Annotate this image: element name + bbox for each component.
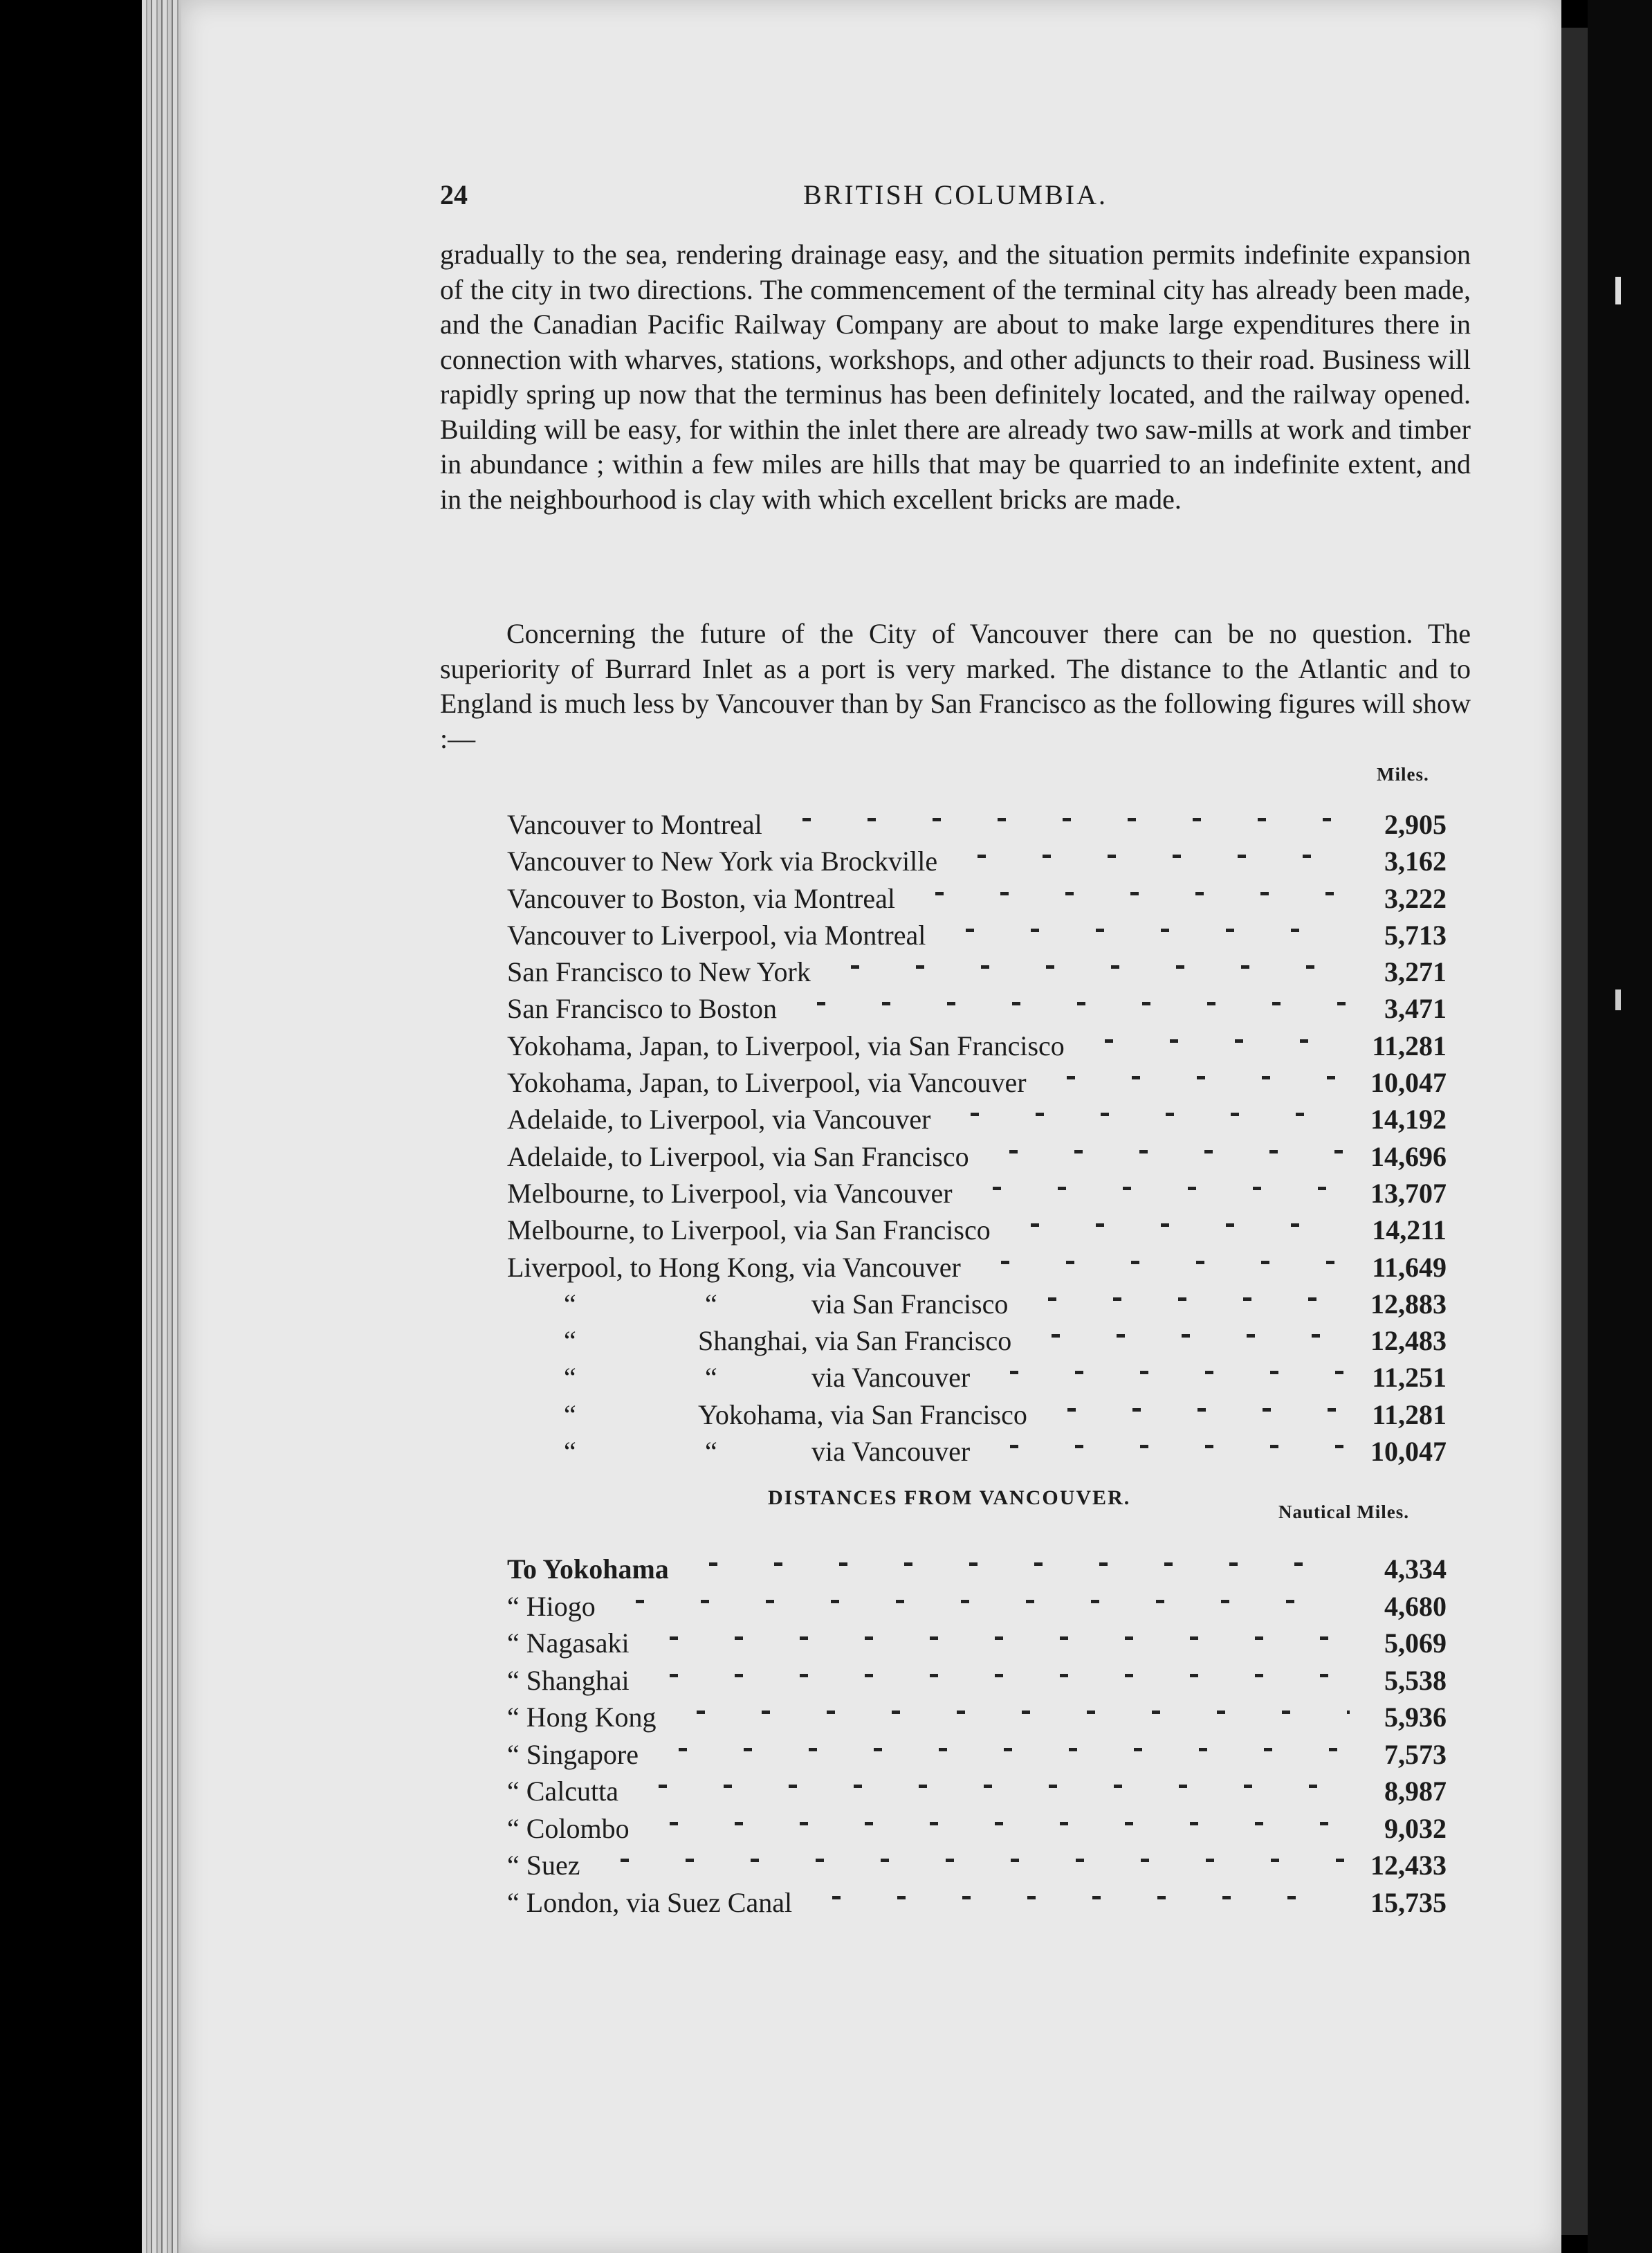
table-row bbox=[507, 1653, 1447, 1696]
table-row bbox=[507, 1240, 1447, 1283]
distance-value: 3,162 bbox=[1384, 846, 1447, 877]
distance-value: 4,334 bbox=[1384, 1553, 1447, 1585]
leader-dots bbox=[642, 1616, 1350, 1652]
ditto-mark: “ bbox=[705, 1436, 717, 1468]
destination-label: To Yokohama bbox=[507, 1553, 669, 1585]
table-row bbox=[507, 1424, 1447, 1468]
leader-dots bbox=[943, 1092, 1350, 1129]
leader-dots bbox=[965, 1166, 1350, 1203]
leader-dots bbox=[1077, 1019, 1350, 1055]
destination-label: “ Suez bbox=[507, 1850, 580, 1881]
nautical-distance-table bbox=[507, 1542, 1447, 1918]
leader-dots bbox=[982, 1350, 1350, 1387]
table-row bbox=[507, 1166, 1447, 1209]
leader-dots bbox=[608, 1579, 1350, 1616]
table-row bbox=[507, 834, 1447, 877]
distance-value: 10,047 bbox=[1370, 1067, 1447, 1099]
table-row bbox=[507, 1838, 1447, 1881]
distance-value: 5,538 bbox=[1384, 1664, 1447, 1696]
destination-label: “ Colombo bbox=[507, 1812, 630, 1844]
leader-dots bbox=[775, 797, 1350, 834]
distance-table bbox=[507, 797, 1447, 1468]
leader-dots bbox=[631, 1764, 1350, 1800]
route-label: Melbourne, to Liverpool, via Vancouver bbox=[507, 1177, 953, 1209]
route-text: via Vancouver bbox=[811, 1362, 971, 1394]
destination-label: “ Hong Kong bbox=[507, 1702, 657, 1733]
leader-dots bbox=[669, 1690, 1350, 1726]
table-row bbox=[507, 1764, 1447, 1807]
scan-margin bbox=[1588, 0, 1652, 2253]
table-row bbox=[507, 1019, 1447, 1061]
table-row bbox=[507, 1616, 1447, 1659]
table-row bbox=[507, 1387, 1447, 1430]
leader-dots bbox=[938, 908, 1350, 945]
route-label: Melbourne, to Liverpool, via San Francisco bbox=[507, 1214, 991, 1246]
leader-dots bbox=[982, 1129, 1350, 1166]
leader-dots bbox=[1024, 1313, 1350, 1350]
table-row bbox=[507, 945, 1447, 988]
table-row bbox=[507, 1055, 1447, 1099]
distance-value: 14,192 bbox=[1370, 1104, 1447, 1135]
table-row bbox=[507, 1542, 1447, 1585]
leader-dots bbox=[823, 945, 1350, 981]
leader-dots bbox=[908, 871, 1350, 908]
table-row bbox=[507, 1350, 1447, 1394]
table-row bbox=[507, 1579, 1447, 1622]
route-label: Vancouver to Montreal bbox=[507, 809, 762, 840]
destination-label: “ Calcutta bbox=[507, 1776, 619, 1807]
scan-mark bbox=[1615, 277, 1621, 304]
destination-label: “ Hiogo bbox=[507, 1590, 596, 1622]
leader-dots bbox=[642, 1801, 1350, 1838]
paragraph-2: Concerning the future of the City of Vancouver there can be no question. The superiority of Burrard Inlet as a port is very marked. The distance to the Atlantic and to England is much less by Vancouver than by San Francisco as the following figures will show :— bbox=[440, 618, 1471, 754]
leader-dots bbox=[651, 1727, 1350, 1764]
distance-value: 14,211 bbox=[1372, 1214, 1447, 1246]
route-text: Shanghai, via San Francisco bbox=[698, 1325, 1012, 1357]
table-row bbox=[507, 1092, 1447, 1135]
distance-value: 8,987 bbox=[1384, 1776, 1447, 1807]
distance-value: 9,032 bbox=[1384, 1812, 1447, 1844]
ditto-mark: “ bbox=[564, 1398, 576, 1430]
destination-label: “ London, via Suez Canal bbox=[507, 1886, 793, 1918]
distance-value: 15,735 bbox=[1370, 1886, 1447, 1918]
route-label bbox=[507, 1433, 982, 1470]
section-heading: DISTANCES FROM VANCOUVER. bbox=[768, 1486, 1131, 1509]
page-header bbox=[440, 179, 1471, 220]
distance-value: 11,251 bbox=[1372, 1362, 1447, 1394]
table-row bbox=[507, 797, 1447, 840]
distance-value: 5,713 bbox=[1384, 919, 1447, 951]
leader-dots bbox=[642, 1653, 1350, 1690]
destination-label: “ Singapore bbox=[507, 1738, 639, 1770]
distance-value: 2,905 bbox=[1384, 809, 1447, 840]
distance-value: 12,883 bbox=[1370, 1288, 1447, 1320]
distance-value: 11,281 bbox=[1372, 1030, 1447, 1061]
route-label: San Francisco to New York bbox=[507, 956, 811, 988]
running-title: BRITISH COLUMBIA. bbox=[803, 179, 1108, 210]
leader-dots bbox=[1003, 1203, 1350, 1239]
route-label: Adelaide, to Liverpool, via San Francisco bbox=[507, 1140, 969, 1172]
scan-mark bbox=[1615, 989, 1621, 1010]
destination-label: “ Nagasaki bbox=[507, 1627, 630, 1659]
table-row bbox=[507, 908, 1447, 951]
ditto-mark: “ bbox=[564, 1362, 576, 1394]
distance-value: 12,483 bbox=[1370, 1325, 1447, 1357]
leader-dots bbox=[1039, 1055, 1350, 1092]
distance-value: 11,649 bbox=[1372, 1251, 1447, 1283]
distance-value: 11,281 bbox=[1372, 1398, 1447, 1430]
route-label: Adelaide, to Liverpool, via Vancouver bbox=[507, 1104, 931, 1135]
route-label: Vancouver to New York via Brockville bbox=[507, 846, 938, 877]
route-text: via Vancouver bbox=[811, 1436, 971, 1468]
table-row bbox=[507, 1875, 1447, 1918]
binding-strip bbox=[1561, 28, 1588, 2235]
miles-column-header: Miles. bbox=[1377, 764, 1429, 785]
destination-label: “ Shanghai bbox=[507, 1664, 630, 1696]
distance-value: 4,680 bbox=[1384, 1590, 1447, 1622]
route-label: Liverpool, to Hong Kong, via Vancouver bbox=[507, 1251, 961, 1283]
route-label: Vancouver to Liverpool, via Montreal bbox=[507, 919, 926, 951]
table-row bbox=[507, 981, 1447, 1025]
distance-value: 3,271 bbox=[1384, 956, 1447, 988]
table-row bbox=[507, 1129, 1447, 1172]
table-row bbox=[507, 871, 1447, 914]
nautical-miles-column-header: Nautical Miles. bbox=[1278, 1502, 1409, 1522]
ditto-mark: “ bbox=[564, 1325, 576, 1357]
page-number: 24 bbox=[440, 179, 468, 210]
leader-dots bbox=[805, 1875, 1350, 1912]
table-row bbox=[507, 1277, 1447, 1320]
route-label: Vancouver to Boston, via Montreal bbox=[507, 882, 895, 914]
distance-value: 5,069 bbox=[1384, 1627, 1447, 1659]
leader-dots bbox=[1040, 1387, 1350, 1424]
ditto-mark: “ bbox=[564, 1436, 576, 1468]
ditto-mark: “ bbox=[705, 1362, 717, 1394]
table-row bbox=[507, 1203, 1447, 1246]
paragraph-1: gradually to the sea, rendering drainage easy, and the situation permits indefinite expansion of the city in two directions. The commencement of the terminal city has already been made, and the Canadian Pacific Railway Company are about to make large expenditures there in connection with wharves, stations, workshops, and other adjuncts to their road. Business will rapidly spring up now that the terminus has been definitely located, and the railway opened. Building will be easy, for within the inlet there are already two saw-mills at work and timber in abundance ; within a few miles are hills that may be quarried to an indefinite extent, and in the neighbourhood is clay with which excellent bricks are made. bbox=[440, 239, 1471, 515]
leader-dots bbox=[681, 1542, 1350, 1578]
route-text: Yokohama, via San Francisco bbox=[698, 1398, 1027, 1430]
distance-value: 3,471 bbox=[1384, 993, 1447, 1025]
page-stack-edge bbox=[142, 0, 183, 2253]
ditto-mark: “ bbox=[705, 1288, 717, 1320]
distance-value: 12,433 bbox=[1370, 1850, 1447, 1881]
table-row bbox=[507, 1313, 1447, 1357]
table-row bbox=[507, 1727, 1447, 1770]
leader-dots bbox=[1020, 1277, 1350, 1313]
distance-value: 10,047 bbox=[1370, 1436, 1447, 1468]
route-label: Yokohama, Japan, to Liverpool, via Vancouver bbox=[507, 1067, 1027, 1099]
leader-dots bbox=[789, 981, 1350, 1018]
route-label: San Francisco to Boston bbox=[507, 993, 777, 1025]
distance-value: 5,936 bbox=[1384, 1702, 1447, 1733]
leader-dots bbox=[973, 1240, 1350, 1277]
ditto-mark: “ bbox=[564, 1288, 576, 1320]
leader-dots bbox=[950, 834, 1350, 870]
distance-value: 7,573 bbox=[1384, 1738, 1447, 1770]
distance-value: 14,696 bbox=[1370, 1140, 1447, 1172]
table-row bbox=[507, 1690, 1447, 1733]
distance-value: 3,222 bbox=[1384, 882, 1447, 914]
leader-dots bbox=[593, 1838, 1350, 1875]
distance-value: 13,707 bbox=[1370, 1177, 1447, 1209]
table-row bbox=[507, 1801, 1447, 1844]
leader-dots bbox=[982, 1424, 1350, 1461]
route-label: Yokohama, Japan, to Liverpool, via San Francisco bbox=[507, 1030, 1065, 1061]
route-text: via San Francisco bbox=[811, 1288, 1009, 1320]
